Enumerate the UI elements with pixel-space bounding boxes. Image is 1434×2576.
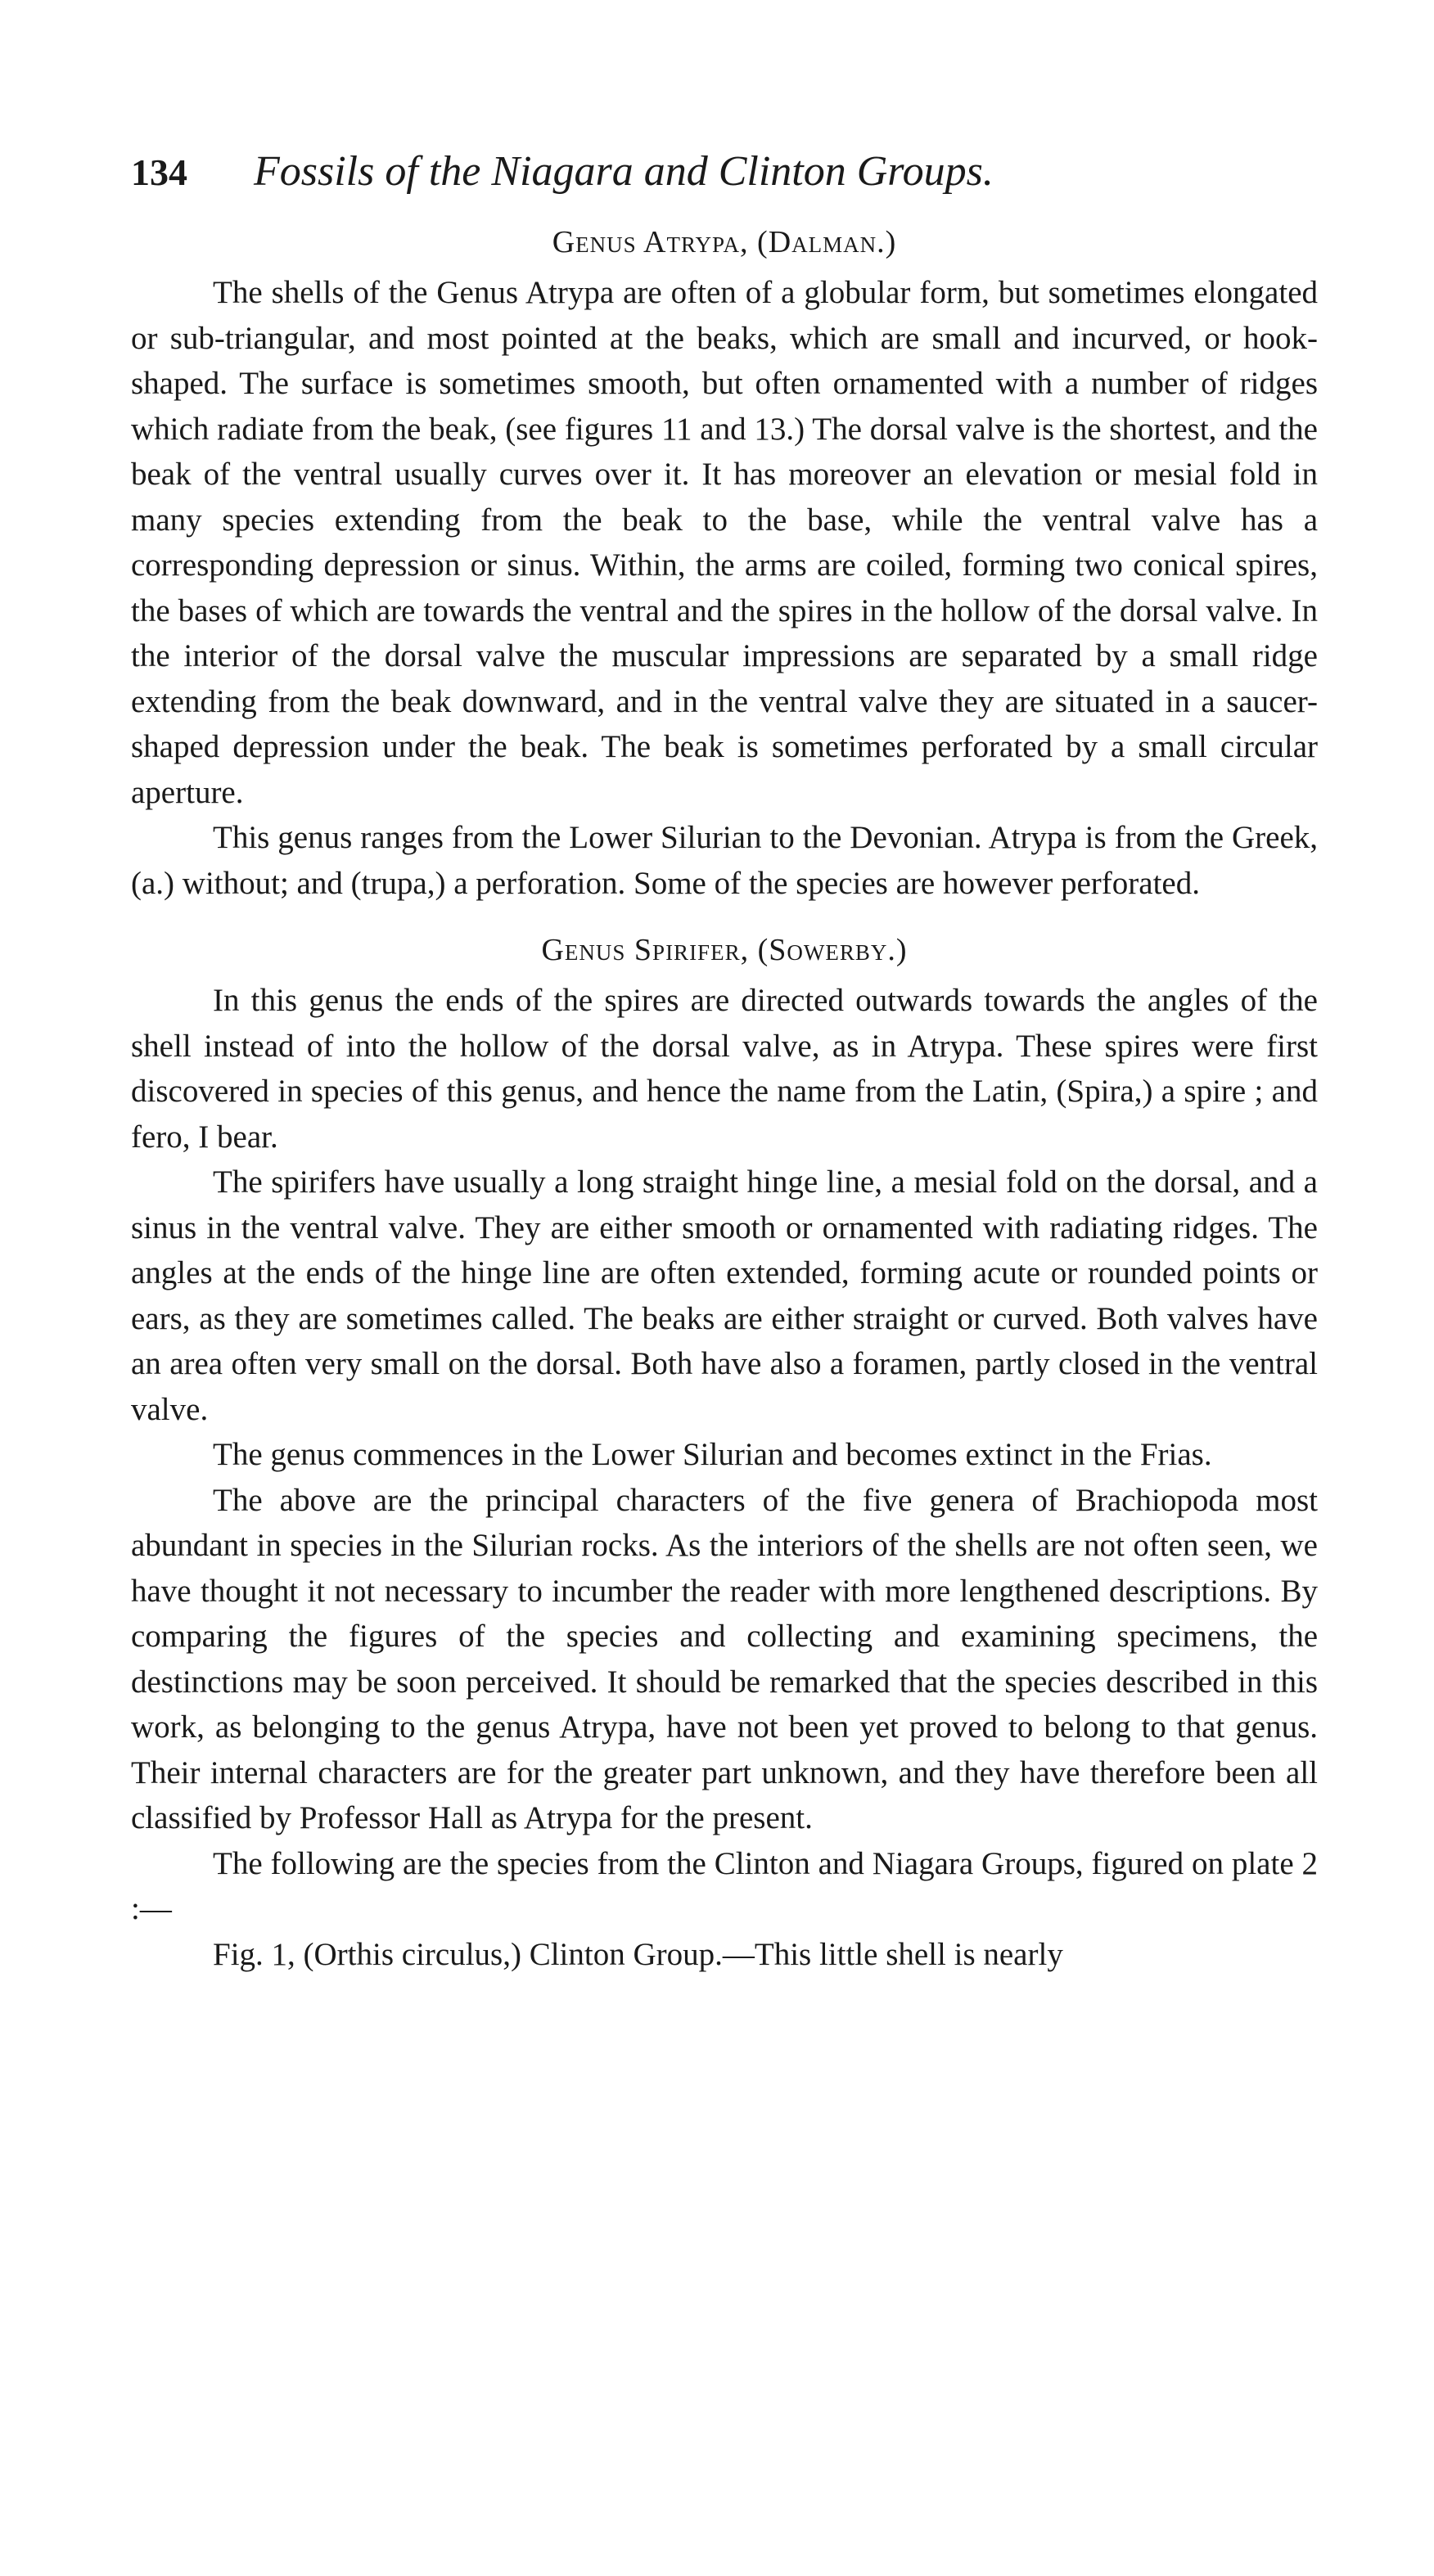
paragraph: This genus ranges from the Lower Silurian to the Devonian. Atrypa is from the Greek, (a.) without; and (trupa,) a perforation. Some of the species are however perforated. (131, 820, 1318, 901)
book-page (131, 147, 1318, 1977)
paragraph: In this genus the ends of the spires are directed outwards towards the angles of the shell instead of into the hollow of the dorsal valve, as in Atrypa. These spires were first discovered in species of this genus, and hence the name from the Latin, (Spira,) a spire ; and fero, I bear. (131, 983, 1318, 1155)
paragraph: The genus commences in the Lower Silurian and becomes extinct in the Frias. (213, 1437, 1212, 1472)
section-atrypa (131, 224, 1318, 906)
section-spirifer (131, 932, 1318, 1977)
paragraph: Fig. 1, (Orthis circulus,) Clinton Group.—This little shell is nearly (213, 1936, 1063, 1972)
page-number: 134 (131, 151, 187, 193)
paragraph: The spirifers have usually a long straight hinge line, a mesial fold on the dorsal, and a sinus in the ventral valve. They are either smooth or ornamented with radiating ridges. The angles at the ends of the hinge line are often extended, forming acute or rounded points or ears, as they are sometimes called. The beaks are either straight or curved. Both valves have an area often very small on the dorsal. Both have also a foramen, partly closed in the ventral valve. (131, 1164, 1318, 1427)
running-title: Fossils of the Niagara and Clinton Groups. (254, 148, 994, 195)
paragraph: The shells of the Genus Atrypa are often of a globular form, but sometimes elongated or sub-triangular, and most pointed at the beaks, which are small and incurved, or hook-shaped. The surface is sometimes smooth, but often ornamented with a number of ridges which radiate from the beak, (see figures 11 and 13.) The dorsal valve is the shortest, and the beak of the ventral usually curves over it. It has moreover an elevation or mesial fold in many species extending from the beak to the base, while the ventral valve has a corresponding depression or sinus. Within, the arms are coiled, forming two conical spires, the bases of which are towards the ventral and the spires in the hollow of the dorsal valve. In the interior of the dorsal valve the muscular impressions are separated by a small ridge extending from the beak downward, and in the ventral valve they are situated in a saucer-shaped depression under the beak. The beak is sometimes perforated by a small circular aperture. (131, 275, 1318, 810)
paragraph: The following are the species from the Clinton and Niagara Groups, figured on plate 2 :— (131, 1845, 1318, 1926)
paragraph: The above are the principal characters of the five genera of Brachiopoda most abundant in species in the Silurian rocks. As the interiors of the shells are not often seen, we have thought it not necessary to incumber the reader with more lengthened descriptions. By comparing the figures of the species and collecting and examining specimens, the destinctions may be soon perceived. It should be remarked that the species described in this work, as belonging to the genus Atrypa, have not been yet proved to belong to that genus. Their internal characters are for the greater part unknown, and they have therefore been all classified by Professor Hall as Atrypa for the present. (131, 1482, 1318, 1835)
section-heading: Genus Atrypa, (Dalman.) (552, 225, 897, 259)
section-heading: Genus Spirifer, (Sowerby.) (541, 933, 908, 967)
running-head (131, 147, 1318, 213)
